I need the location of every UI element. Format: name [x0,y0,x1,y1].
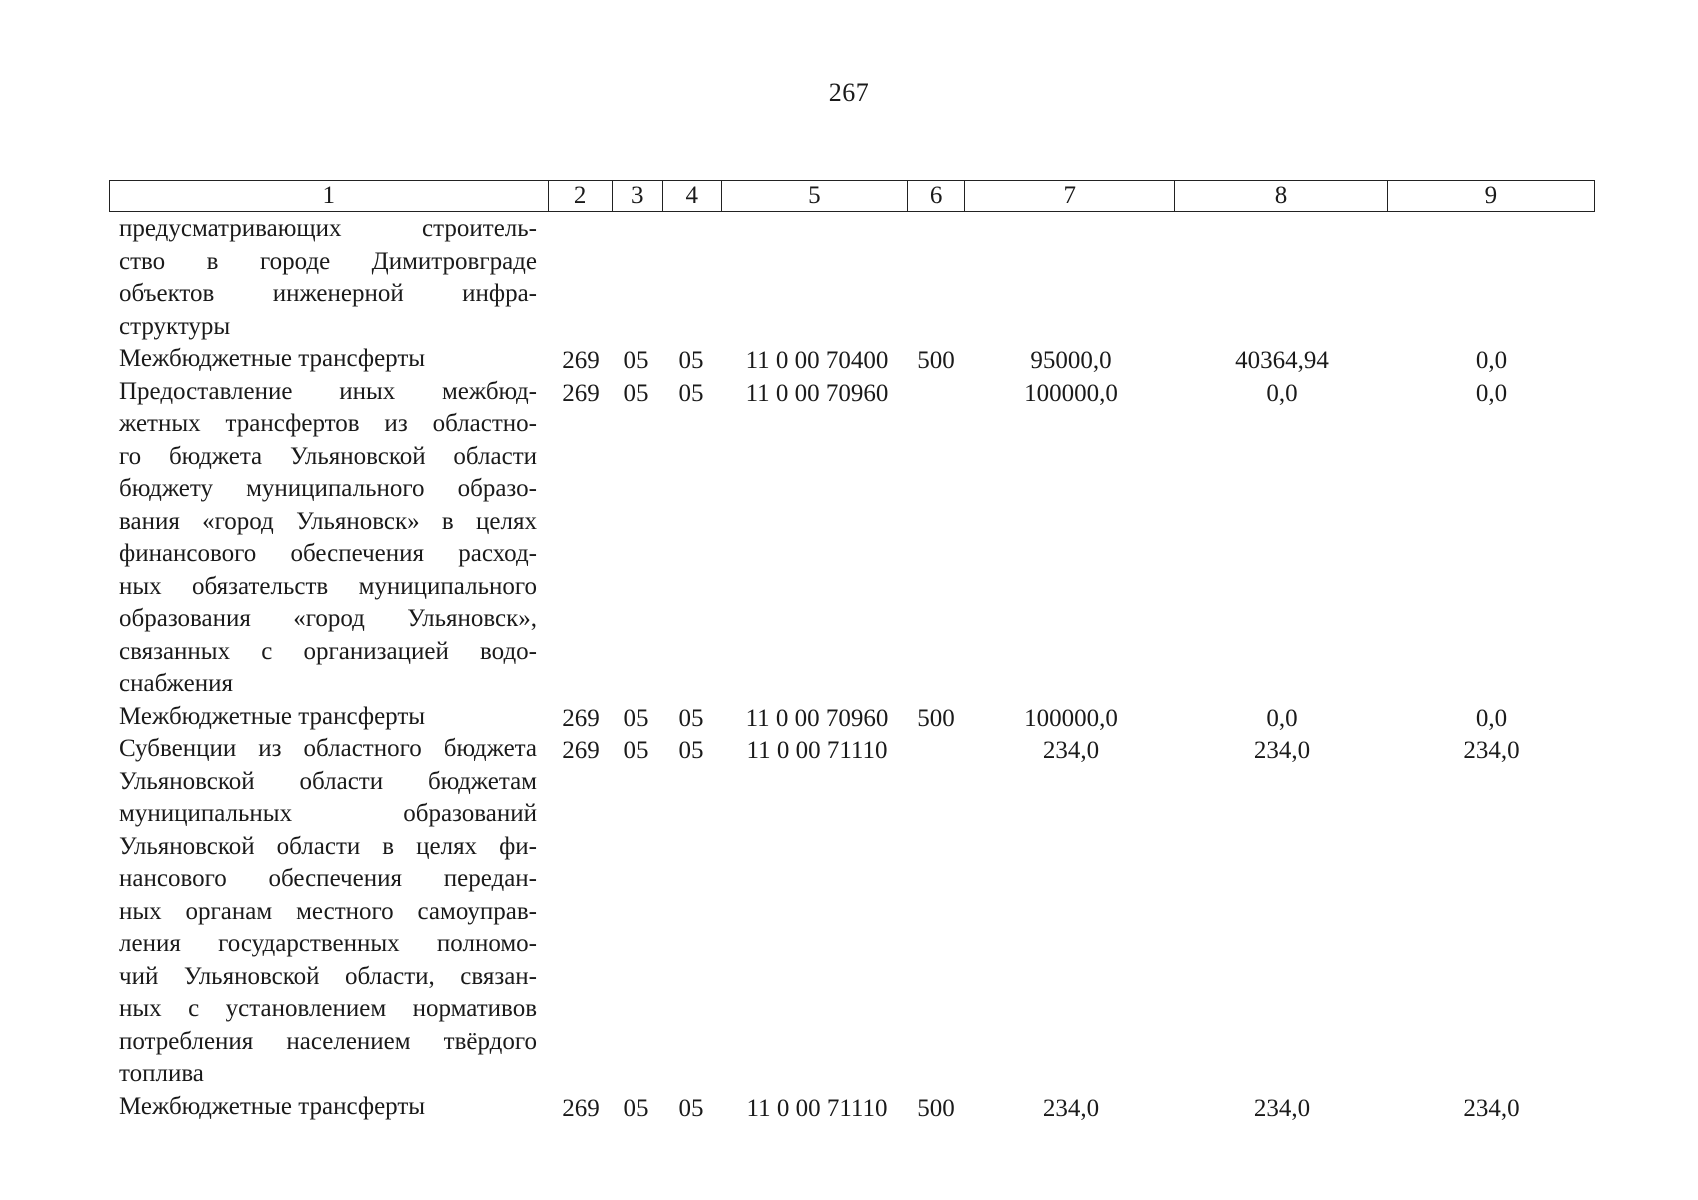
row-cell-c9: 234,0 [1463,1094,1520,1122]
row-description [119,733,537,1091]
row-cell-c3 [613,213,659,248]
row-cell-c2 [557,213,605,248]
description-line: связанных с организацией водо- [119,637,537,665]
row-cell-c8: 40364,94 [1235,347,1329,374]
row-cell-c7: 95000,0 [1030,347,1112,374]
column-header-9: 9 [1387,181,1594,212]
description-line: ство в городе Димитровграде [119,247,537,275]
row-cell-c5: 11 0 00 71110 [746,1094,888,1122]
row-cell-c7: 100000,0 [1024,379,1118,407]
description-line: Субвенции из областного бюджета [119,735,537,762]
row-cell-c5 [727,213,907,248]
column-header-2: 2 [548,181,612,212]
row-cell-c3: 05 [623,737,649,764]
row-cell-c4: 05 [678,704,704,732]
column-header-8: 8 [1175,181,1387,212]
row-cell-c3: 05 [623,347,649,374]
row-cell-c7: 100000,0 [1024,704,1118,732]
row-cell-c3: 05 [623,1094,649,1122]
table-row [0,213,1698,343]
table-row [0,1091,1698,1124]
row-cell-c7: 234,0 [1042,1094,1100,1122]
row-cell-c4: 05 [678,1094,704,1122]
description-line: образования «город Ульяновск», [119,605,537,632]
row-cell-c4: 05 [678,379,704,407]
column-header-7: 7 [965,181,1175,212]
column-header-row [110,181,1595,212]
description-line: Предоставление иных межбюд- [119,377,537,405]
row-cell-c6 [907,376,965,411]
row-cell-c9 [1388,213,1595,248]
column-header-6: 6 [908,181,965,212]
row-cell-c8 [1176,213,1388,248]
row-cell-c6 [907,733,965,768]
row-cell-c5: 11 0 00 70400 [745,347,889,374]
row-cell-c8: 0,0 [1266,704,1298,732]
table-row [0,343,1698,376]
description-line: Ульяновской области в целях фи- [119,832,537,860]
column-header-5: 5 [721,181,907,212]
description-line: чий Ульяновской области, связан- [119,962,537,990]
description-line: муниципальных образований [119,800,537,827]
description-line: потребления населением твёрдого [119,1027,537,1055]
table-row [0,376,1698,701]
description-line: объектов инженерной инфра- [119,280,537,307]
table-row [0,733,1698,1091]
row-cell-c5: 11 0 00 70960 [745,379,889,407]
row-cell-c6: 500 [917,347,955,374]
row-cell-c3: 05 [623,379,649,407]
row-cell-c4 [666,213,716,248]
row-description [119,701,537,734]
row-description [119,1091,537,1124]
description-line: бюджету муниципального образо- [119,475,537,502]
row-cell-c5: 11 0 00 71110 [746,737,888,764]
row-cell-c4: 05 [678,737,704,764]
description-line: Межбюджетные трансферты [119,702,426,730]
row-cell-c9: 0,0 [1475,347,1508,374]
description-line: ных обязательств муниципального [119,572,537,600]
description-line: вания «город Ульяновск» в целях [119,507,537,535]
page-number: 267 [828,78,870,107]
description-line: ных органам местного самоуправ- [119,897,537,925]
description-line: структуры [119,312,231,340]
row-cell-c2: 269 [562,704,600,732]
description-line: го бюджета Ульяновской области [119,442,537,470]
description-line: снабжения [119,670,233,697]
row-cell-c8: 0,0 [1266,379,1298,407]
row-cell-c9: 0,0 [1475,704,1508,732]
row-cell-c3: 05 [623,704,649,732]
description-line: предусматривающих строитель- [119,215,537,242]
row-cell-c2: 269 [562,1094,600,1122]
column-header-1: 1 [110,181,549,212]
row-cell-c5: 11 0 00 70960 [745,704,889,732]
row-cell-c2: 269 [562,379,600,407]
row-cell-c8: 234,0 [1253,737,1311,764]
column-header-3: 3 [612,181,662,212]
description-line: Межбюджетные трансферты [119,1092,426,1120]
column-header-4: 4 [662,181,721,212]
row-description [119,376,537,701]
row-cell-c2: 269 [562,347,600,374]
description-line: ных с установлением нормативов [119,995,537,1022]
row-cell-c6 [907,213,965,248]
row-description [119,343,537,376]
row-cell-c9: 234,0 [1463,737,1520,764]
description-line: Ульяновской области бюджетам [119,767,537,795]
description-line: финансового обеспечения расход- [119,540,537,567]
description-line: нансового обеспечения передан- [119,865,537,892]
description-line: жетных трансфертов из областно- [119,410,537,437]
row-cell-c6: 500 [917,704,955,732]
row-cell-c7: 234,0 [1042,737,1100,764]
table-row [0,701,1698,734]
row-cell-c6: 500 [917,1094,955,1122]
row-cell-c7 [966,213,1176,248]
column-header-table [109,180,1595,212]
row-cell-c8: 234,0 [1253,1094,1311,1122]
row-cell-c2: 269 [562,737,600,764]
row-cell-c4: 05 [678,347,704,374]
row-description [119,213,537,343]
description-line: Межбюджетные трансферты [119,345,426,372]
row-cell-c9: 0,0 [1475,379,1508,407]
description-line: ления государственных полномо- [119,930,537,957]
description-line: топлива [119,1060,204,1087]
